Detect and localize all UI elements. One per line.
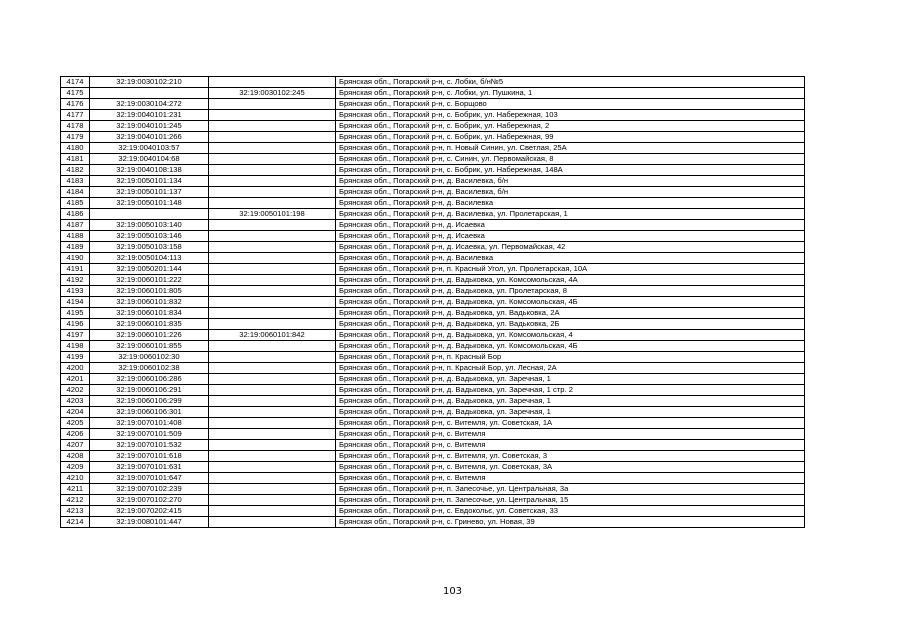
table-row	[61, 143, 805, 154]
row-number-cell: 4210	[61, 473, 90, 484]
row-number-cell: 4188	[61, 231, 90, 242]
table-row	[61, 264, 805, 275]
building-cadastral-number-cell	[209, 198, 336, 209]
cadastral-number-cell: 32:19:0070101:408	[90, 418, 209, 429]
address-cell: Брянская обл., Погарский р-н, с. Бобрик, ул. Набережная, 2	[336, 121, 805, 132]
address-cell: Брянская обл., Погарский р-н, с. Витемля, ул. Советская, 3	[336, 451, 805, 462]
row-number-cell: 4204	[61, 407, 90, 418]
cadastral-number-cell: 32:19:0050101:137	[90, 187, 209, 198]
address-cell: Брянская обл., Погарский р-н, с. Витемля	[336, 429, 805, 440]
address-cell: Брянская обл., Погарский р-н, с. Витемля	[336, 440, 805, 451]
table-row	[61, 297, 805, 308]
cadastral-number-cell: 32:19:0060106:301	[90, 407, 209, 418]
address-cell: Брянская обл., Погарский р-н, п. Запесочье, ул. Центральная, 15	[336, 495, 805, 506]
table-row	[61, 385, 805, 396]
cadastral-number-cell: 32:19:0060101:835	[90, 319, 209, 330]
address-cell: Брянская обл., Погарский р-н, д. Василевка	[336, 198, 805, 209]
address-cell: Брянская обл., Погарский р-н, п. Красный Угол, ул. Пролетарская, 10А	[336, 264, 805, 275]
row-number-cell: 4175	[61, 88, 90, 99]
table-row	[61, 286, 805, 297]
row-number-cell: 4205	[61, 418, 90, 429]
row-number-cell: 4191	[61, 264, 90, 275]
row-number-cell: 4194	[61, 297, 90, 308]
table-row	[61, 176, 805, 187]
cadastral-number-cell: 32:19:0050103:158	[90, 242, 209, 253]
cadastral-number-cell: 32:19:0060106:291	[90, 385, 209, 396]
building-cadastral-number-cell	[209, 495, 336, 506]
table-row	[61, 220, 805, 231]
table-row	[61, 198, 805, 209]
row-number-cell: 4190	[61, 253, 90, 264]
table-row	[61, 462, 805, 473]
cadastral-number-cell: 32:19:0060101:834	[90, 308, 209, 319]
row-number-cell: 4174	[61, 77, 90, 88]
cadastral-number-cell: 32:19:0050201:144	[90, 264, 209, 275]
row-number-cell: 4187	[61, 220, 90, 231]
building-cadastral-number-cell	[209, 231, 336, 242]
cadastral-number-cell: 32:19:0060101:222	[90, 275, 209, 286]
address-cell: Брянская обл., Погарский р-н, с. Бобрик, ул. Набережная, 103	[336, 110, 805, 121]
table-row	[61, 440, 805, 451]
cadastral-number-cell: 32:19:0030104:272	[90, 99, 209, 110]
table-row	[61, 506, 805, 517]
building-cadastral-number-cell	[209, 473, 336, 484]
table-row	[61, 330, 805, 341]
cadastral-number-cell: 32:19:0060101:226	[90, 330, 209, 341]
building-cadastral-number-cell: 32:19:0030102:245	[209, 88, 336, 99]
row-number-cell: 4178	[61, 121, 90, 132]
row-number-cell: 4192	[61, 275, 90, 286]
row-number-cell: 4180	[61, 143, 90, 154]
address-cell: Брянская обл., Погарский р-н, д. Вадьковка, ул. Заречная, 1	[336, 374, 805, 385]
table-row	[61, 451, 805, 462]
address-cell: Брянская обл., Погарский р-н, п. Красный Бор	[336, 352, 805, 363]
address-cell: Брянская обл., Погарский р-н, д. Василевка, б/н	[336, 187, 805, 198]
address-cell: Брянская обл., Погарский р-н, с. Евдокольє, ул. Советская, 33	[336, 506, 805, 517]
row-number-cell: 4201	[61, 374, 90, 385]
cadastral-number-cell: 32:19:0070101:631	[90, 462, 209, 473]
address-cell: Брянская обл., Погарский р-н, д. Вадьковка, ул. Комсомольская, 4А	[336, 275, 805, 286]
address-cell: Брянская обл., Погарский р-н, с. Витемля, ул. Советская, 3А	[336, 462, 805, 473]
row-number-cell: 4185	[61, 198, 90, 209]
cadastral-number-cell: 32:19:0040104:68	[90, 154, 209, 165]
address-cell: Брянская обл., Погарский р-н, д. Вадьковка, ул. Заречная, 1 стр. 2	[336, 385, 805, 396]
address-cell: Брянская обл., Погарский р-н, п. Красный Бор, ул. Лесная, 2А	[336, 363, 805, 374]
address-cell: Брянская обл., Погарский р-н, д. Василевка	[336, 253, 805, 264]
table-row	[61, 275, 805, 286]
address-cell: Брянская обл., Погарский р-н, п. Запесочье, ул. Центральная, 3а	[336, 484, 805, 495]
address-cell: Брянская обл., Погарский р-н, д. Исаевка	[336, 231, 805, 242]
cadastral-number-cell: 32:19:0050103:146	[90, 231, 209, 242]
cadastral-number-cell: 32:19:0060101:855	[90, 341, 209, 352]
building-cadastral-number-cell	[209, 110, 336, 121]
address-cell: Брянская обл., Погарский р-н, д. Вадьковка, ул. Заречная, 1	[336, 396, 805, 407]
building-cadastral-number-cell	[209, 220, 336, 231]
table-row	[61, 374, 805, 385]
table-row	[61, 154, 805, 165]
page-number: 103	[442, 586, 463, 597]
row-number-cell: 4212	[61, 495, 90, 506]
cadastral-number-cell: 32:19:0060102:30	[90, 352, 209, 363]
row-number-cell: 4195	[61, 308, 90, 319]
row-number-cell: 4176	[61, 99, 90, 110]
address-cell: Брянская обл., Погарский р-н, д. Василевка, б/н	[336, 176, 805, 187]
building-cadastral-number-cell	[209, 484, 336, 495]
row-number-cell: 4198	[61, 341, 90, 352]
cadastral-number-cell: 32:19:0040108:138	[90, 165, 209, 176]
address-cell: Брянская обл., Погарский р-н, д. Вадьковка, ул. Вадьковка, 2Б	[336, 319, 805, 330]
cadastral-number-cell: 32:19:0070102:239	[90, 484, 209, 495]
table-row	[61, 187, 805, 198]
cadastral-number-cell: 32:19:0070101:532	[90, 440, 209, 451]
row-number-cell: 4203	[61, 396, 90, 407]
address-cell: Брянская обл., Погарский р-н, д. Вадьковка, ул. Пролетарская, 8	[336, 286, 805, 297]
cadastral-number-cell: 32:19:0070101:618	[90, 451, 209, 462]
building-cadastral-number-cell	[209, 253, 336, 264]
address-cell: Брянская обл., Погарский р-н, д. Вадьковка, ул. Вадьковка, 2А	[336, 308, 805, 319]
building-cadastral-number-cell	[209, 462, 336, 473]
cadastral-number-cell: 32:19:0040101:266	[90, 132, 209, 143]
row-number-cell: 4186	[61, 209, 90, 220]
table-row	[61, 88, 805, 99]
row-number-cell: 4213	[61, 506, 90, 517]
table-row	[61, 132, 805, 143]
cadastral-number-cell: 32:19:0050104:113	[90, 253, 209, 264]
building-cadastral-number-cell	[209, 297, 336, 308]
cadastral-number-cell: 32:19:0050103:140	[90, 220, 209, 231]
building-cadastral-number-cell	[209, 264, 336, 275]
building-cadastral-number-cell	[209, 143, 336, 154]
building-cadastral-number-cell	[209, 99, 336, 110]
building-cadastral-number-cell	[209, 77, 336, 88]
cadastral-number-cell	[90, 88, 209, 99]
building-cadastral-number-cell	[209, 176, 336, 187]
table-row	[61, 396, 805, 407]
address-cell: Брянская обл., Погарский р-н, д. Исаевка	[336, 220, 805, 231]
building-cadastral-number-cell	[209, 165, 336, 176]
row-number-cell: 4202	[61, 385, 90, 396]
address-cell: Брянская обл., Погарский р-н, д. Вадьковка, ул. Заречная, 1	[336, 407, 805, 418]
address-cell: Брянская обл., Погарский р-н, д. Вадьковка, ул. Комсомольская, 4Б	[336, 297, 805, 308]
row-number-cell: 4209	[61, 462, 90, 473]
address-cell: Брянская обл., Погарский р-н, с. Бобрик, ул. Набережная, 148А	[336, 165, 805, 176]
building-cadastral-number-cell	[209, 308, 336, 319]
table-row	[61, 308, 805, 319]
table-row	[61, 429, 805, 440]
cadastral-number-cell: 32:19:0060101:832	[90, 297, 209, 308]
building-cadastral-number-cell	[209, 451, 336, 462]
cadastral-number-cell: 32:19:0070102:270	[90, 495, 209, 506]
building-cadastral-number-cell	[209, 132, 336, 143]
table-row	[61, 484, 805, 495]
cadastral-number-cell: 32:19:0070101:647	[90, 473, 209, 484]
table-row	[61, 110, 805, 121]
building-cadastral-number-cell	[209, 352, 336, 363]
cadastral-number-cell: 32:19:0060106:286	[90, 374, 209, 385]
row-number-cell: 4211	[61, 484, 90, 495]
cadastral-number-cell: 32:19:0060102:38	[90, 363, 209, 374]
row-number-cell: 4193	[61, 286, 90, 297]
row-number-cell: 4208	[61, 451, 90, 462]
cadastral-number-cell: 32:19:0050101:134	[90, 176, 209, 187]
address-cell: Брянская обл., Погарский р-н, с. Бобрик, ул. Набережная, 99	[336, 132, 805, 143]
row-number-cell: 4189	[61, 242, 90, 253]
row-number-cell: 4214	[61, 517, 90, 528]
building-cadastral-number-cell: 32:19:0060101:842	[209, 330, 336, 341]
table-row	[61, 363, 805, 374]
table-row	[61, 473, 805, 484]
table-row	[61, 121, 805, 132]
address-cell: Брянская обл., Погарский р-н, с. Синин, ул. Первомайская, 8	[336, 154, 805, 165]
building-cadastral-number-cell	[209, 418, 336, 429]
cadastral-number-cell: 32:19:0070101:509	[90, 429, 209, 440]
table-row	[61, 253, 805, 264]
row-number-cell: 4181	[61, 154, 90, 165]
building-cadastral-number-cell	[209, 319, 336, 330]
table-row	[61, 242, 805, 253]
building-cadastral-number-cell	[209, 154, 336, 165]
address-cell: Брянская обл., Погарский р-н, д. Исаевка, ул. Первомайская, 42	[336, 242, 805, 253]
row-number-cell: 4206	[61, 429, 90, 440]
table-row	[61, 231, 805, 242]
row-number-cell: 4179	[61, 132, 90, 143]
building-cadastral-number-cell	[209, 341, 336, 352]
address-cell: Брянская обл., Погарский р-н, п. Новый Синин, ул. Светлая, 25А	[336, 143, 805, 154]
cadastral-number-cell: 32:19:0030102:210	[90, 77, 209, 88]
table-row	[61, 99, 805, 110]
building-cadastral-number-cell	[209, 385, 336, 396]
table-row	[61, 319, 805, 330]
row-number-cell: 4183	[61, 176, 90, 187]
address-cell: Брянская обл., Погарский р-н, д. Вадьковка, ул. Комсомольская, 4	[336, 330, 805, 341]
cadastral-number-cell	[90, 209, 209, 220]
table-row	[61, 517, 805, 528]
table-row	[61, 209, 805, 220]
table-row	[61, 341, 805, 352]
building-cadastral-number-cell	[209, 275, 336, 286]
registry-table-body	[61, 77, 805, 528]
building-cadastral-number-cell	[209, 374, 336, 385]
cadastral-number-cell: 32:19:0080101:447	[90, 517, 209, 528]
building-cadastral-number-cell	[209, 121, 336, 132]
cadastral-number-cell: 32:19:0060106:299	[90, 396, 209, 407]
address-cell: Брянская обл., Погарский р-н, с. Лобки, ул. Пушкина, 1	[336, 88, 805, 99]
address-cell: Брянская обл., Погарский р-н, с. Борщово	[336, 99, 805, 110]
property-registry-table	[60, 76, 805, 528]
address-cell: Брянская обл., Погарский р-н, с. Витемля, ул. Советская, 1А	[336, 418, 805, 429]
row-number-cell: 4199	[61, 352, 90, 363]
building-cadastral-number-cell	[209, 363, 336, 374]
row-number-cell: 4184	[61, 187, 90, 198]
table-row	[61, 418, 805, 429]
table-row	[61, 407, 805, 418]
row-number-cell: 4182	[61, 165, 90, 176]
address-cell: Брянская обл., Погарский р-н, с. Витемля	[336, 473, 805, 484]
building-cadastral-number-cell	[209, 396, 336, 407]
cadastral-number-cell: 32:19:0040103:57	[90, 143, 209, 154]
building-cadastral-number-cell	[209, 242, 336, 253]
row-number-cell: 4207	[61, 440, 90, 451]
row-number-cell: 4196	[61, 319, 90, 330]
cadastral-number-cell: 32:19:0040101:231	[90, 110, 209, 121]
cadastral-number-cell: 32:19:0050101:148	[90, 198, 209, 209]
cadastral-number-cell: 32:19:0040101:245	[90, 121, 209, 132]
cadastral-number-cell: 32:19:0060101:805	[90, 286, 209, 297]
table-row	[61, 352, 805, 363]
address-cell: Брянская обл., Погарский р-н, д. Вадьковка, ул. Комсомольская, 4Б	[336, 341, 805, 352]
building-cadastral-number-cell: 32:19:0050101:198	[209, 209, 336, 220]
row-number-cell: 4197	[61, 330, 90, 341]
building-cadastral-number-cell	[209, 286, 336, 297]
address-cell: Брянская обл., Погарский р-н, с. Гринево, ул. Новая, 39	[336, 517, 805, 528]
row-number-cell: 4200	[61, 363, 90, 374]
building-cadastral-number-cell	[209, 407, 336, 418]
address-cell: Брянская обл., Погарский р-н, с. Лобки, б/н№5	[336, 77, 805, 88]
building-cadastral-number-cell	[209, 187, 336, 198]
building-cadastral-number-cell	[209, 429, 336, 440]
building-cadastral-number-cell	[209, 440, 336, 451]
building-cadastral-number-cell	[209, 506, 336, 517]
table-row	[61, 495, 805, 506]
row-number-cell: 4177	[61, 110, 90, 121]
address-cell: Брянская обл., Погарский р-н, д. Василевка, ул. Пролетарская, 1	[336, 209, 805, 220]
cadastral-number-cell: 32:19:0070202:415	[90, 506, 209, 517]
table-row	[61, 165, 805, 176]
table-row	[61, 77, 805, 88]
building-cadastral-number-cell	[209, 517, 336, 528]
